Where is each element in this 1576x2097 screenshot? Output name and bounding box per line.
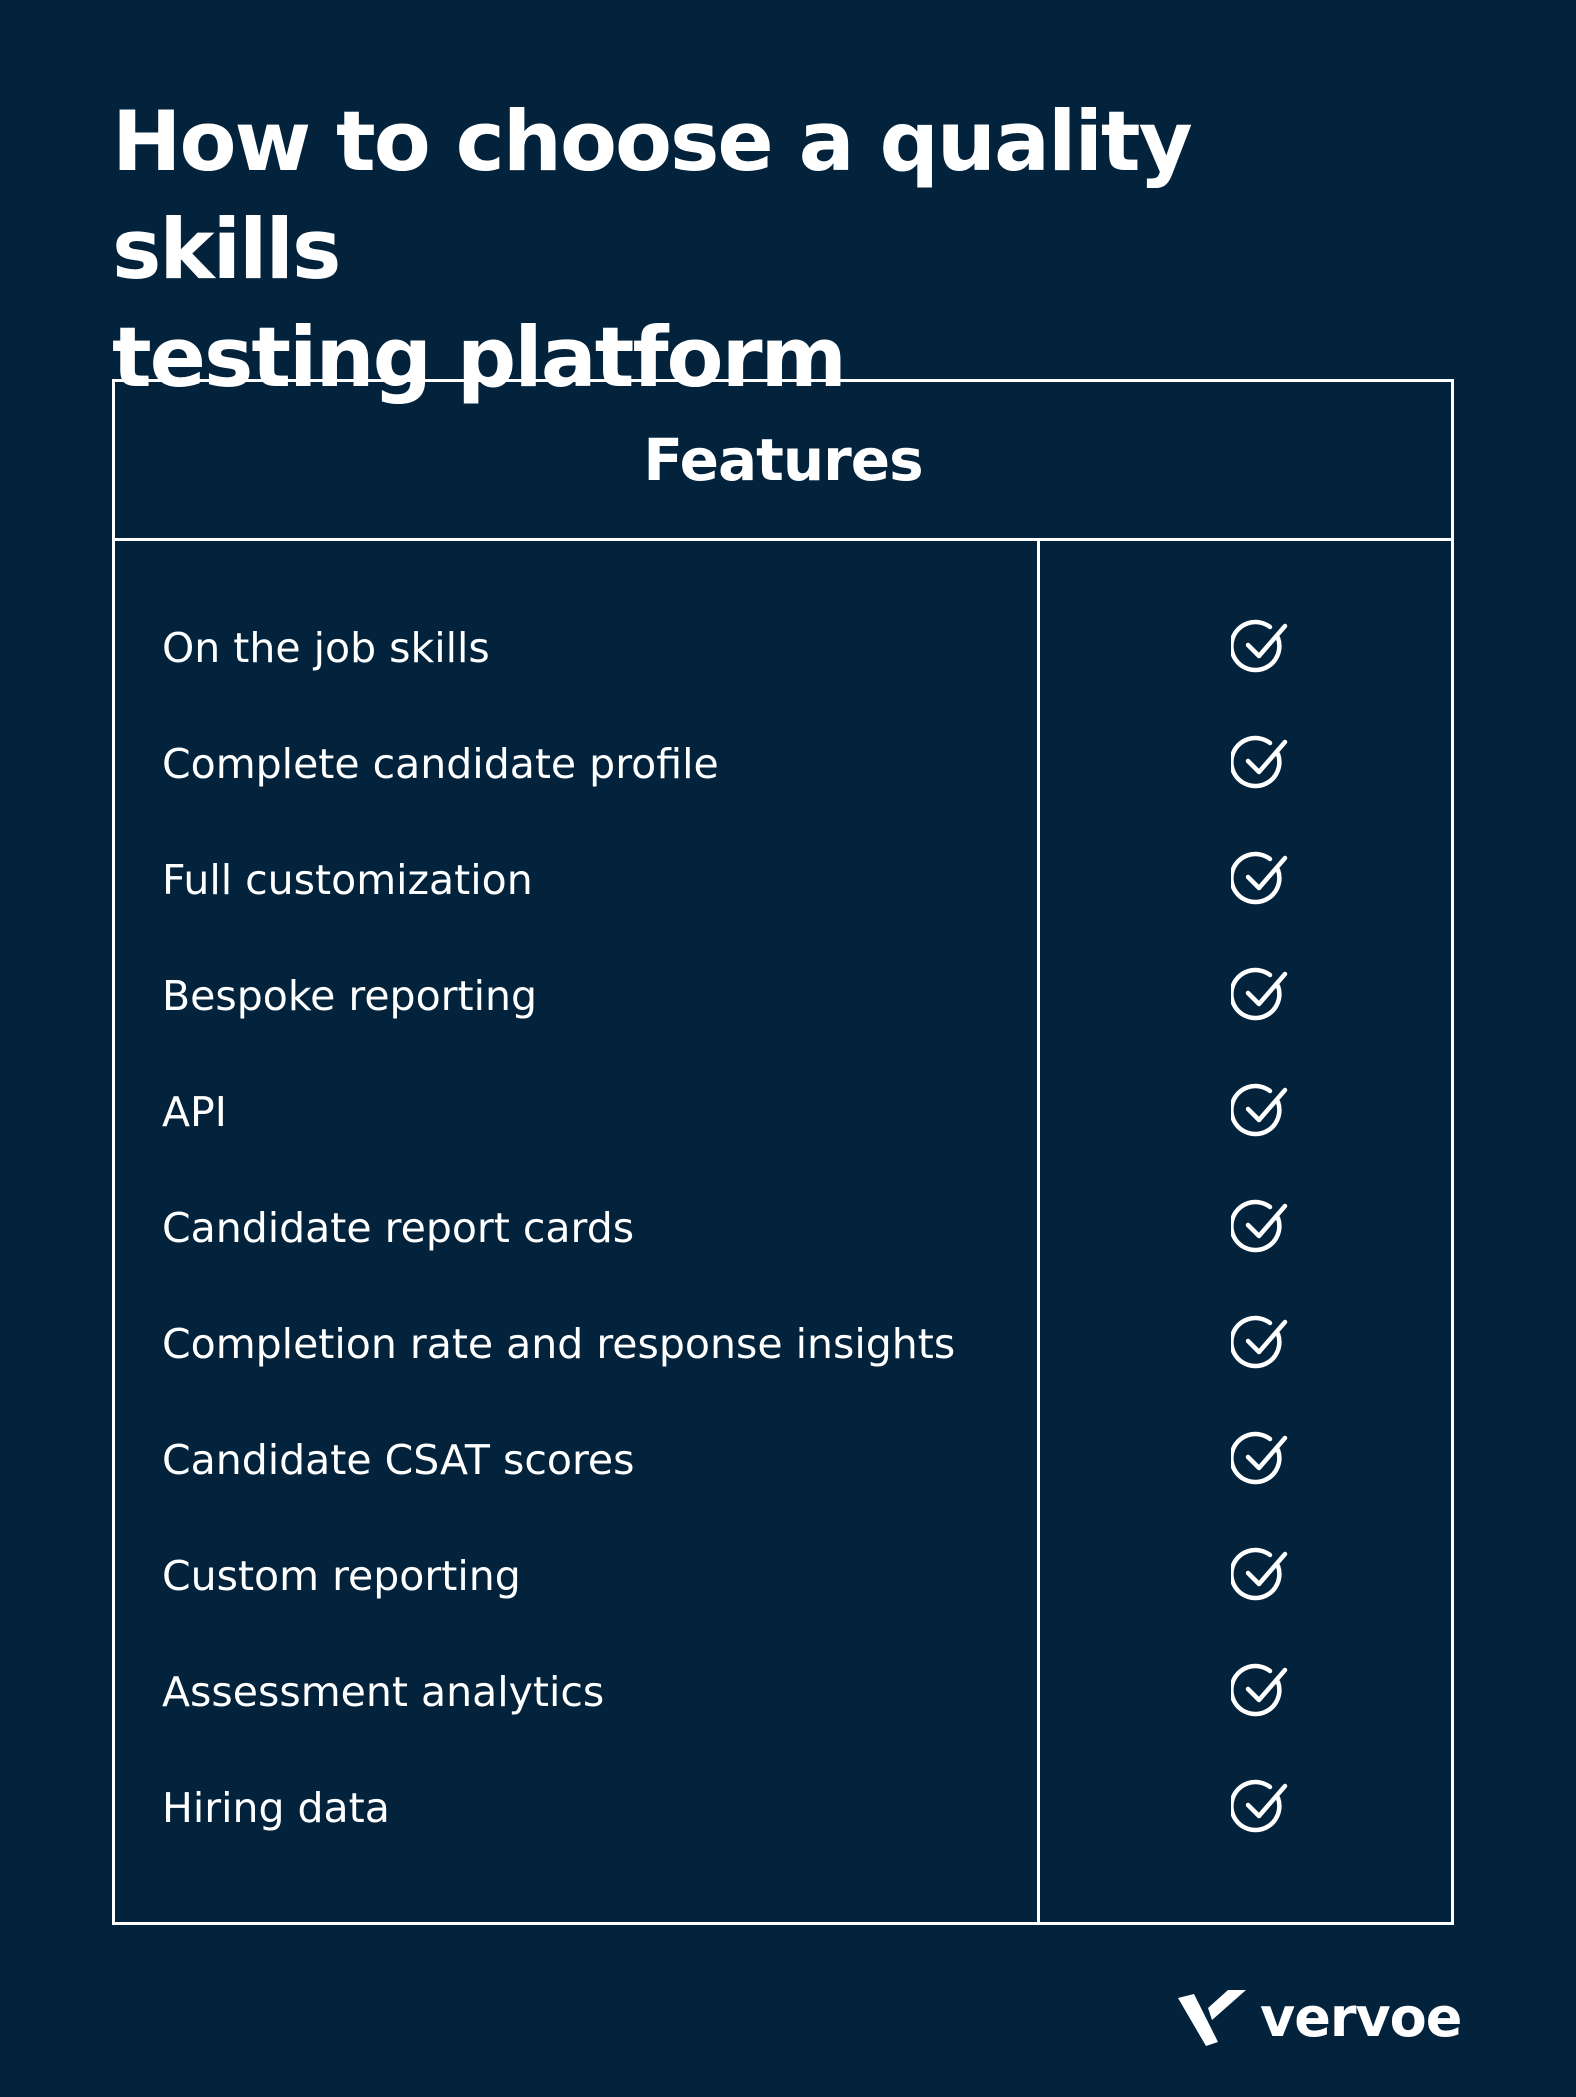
table-row [115,1170,1451,1286]
table-row [115,1518,1451,1634]
table-header [115,382,1451,541]
check-circle-icon [1231,734,1289,792]
table-row [115,1750,1451,1866]
table-row [115,938,1451,1054]
page-title [112,88,1412,412]
feature-label: Completion rate and response insights [162,1320,956,1368]
check-circle-icon [1231,1662,1289,1720]
check-circle-icon [1231,850,1289,908]
check-circle-icon [1231,1430,1289,1488]
feature-label: API [162,1088,227,1136]
feature-label: Candidate report cards [162,1204,635,1252]
check-circle-icon [1231,1082,1289,1140]
check-circle-icon [1231,1778,1289,1836]
title-line-1: How to choose a quality skills [112,93,1191,298]
features-table [112,379,1454,1925]
table-row [115,822,1451,938]
table-row [115,590,1451,706]
vervoe-logo [1178,1986,1462,2049]
logo-text: vervoe [1260,1986,1462,2049]
vervoe-v-logo-icon [1178,1990,1246,2046]
table-header-label: Features [643,426,923,494]
feature-label: Hiring data [162,1784,390,1832]
feature-label: On the job skills [162,624,490,672]
title-line-2: testing platform [112,309,845,406]
feature-label: Bespoke reporting [162,972,537,1020]
feature-label: Custom reporting [162,1552,521,1600]
table-row [115,1054,1451,1170]
check-circle-icon [1231,966,1289,1024]
feature-label: Assessment analytics [162,1668,605,1716]
table-row [115,1402,1451,1518]
check-circle-icon [1231,1314,1289,1372]
table-row [115,706,1451,822]
check-circle-icon [1231,1546,1289,1604]
check-circle-icon [1231,1198,1289,1256]
feature-label: Full customization [162,856,533,904]
table-row [115,1634,1451,1750]
check-circle-icon [1231,618,1289,676]
table-row [115,1286,1451,1402]
feature-label: Complete candidate profile [162,740,719,788]
feature-label: Candidate CSAT scores [162,1436,635,1484]
